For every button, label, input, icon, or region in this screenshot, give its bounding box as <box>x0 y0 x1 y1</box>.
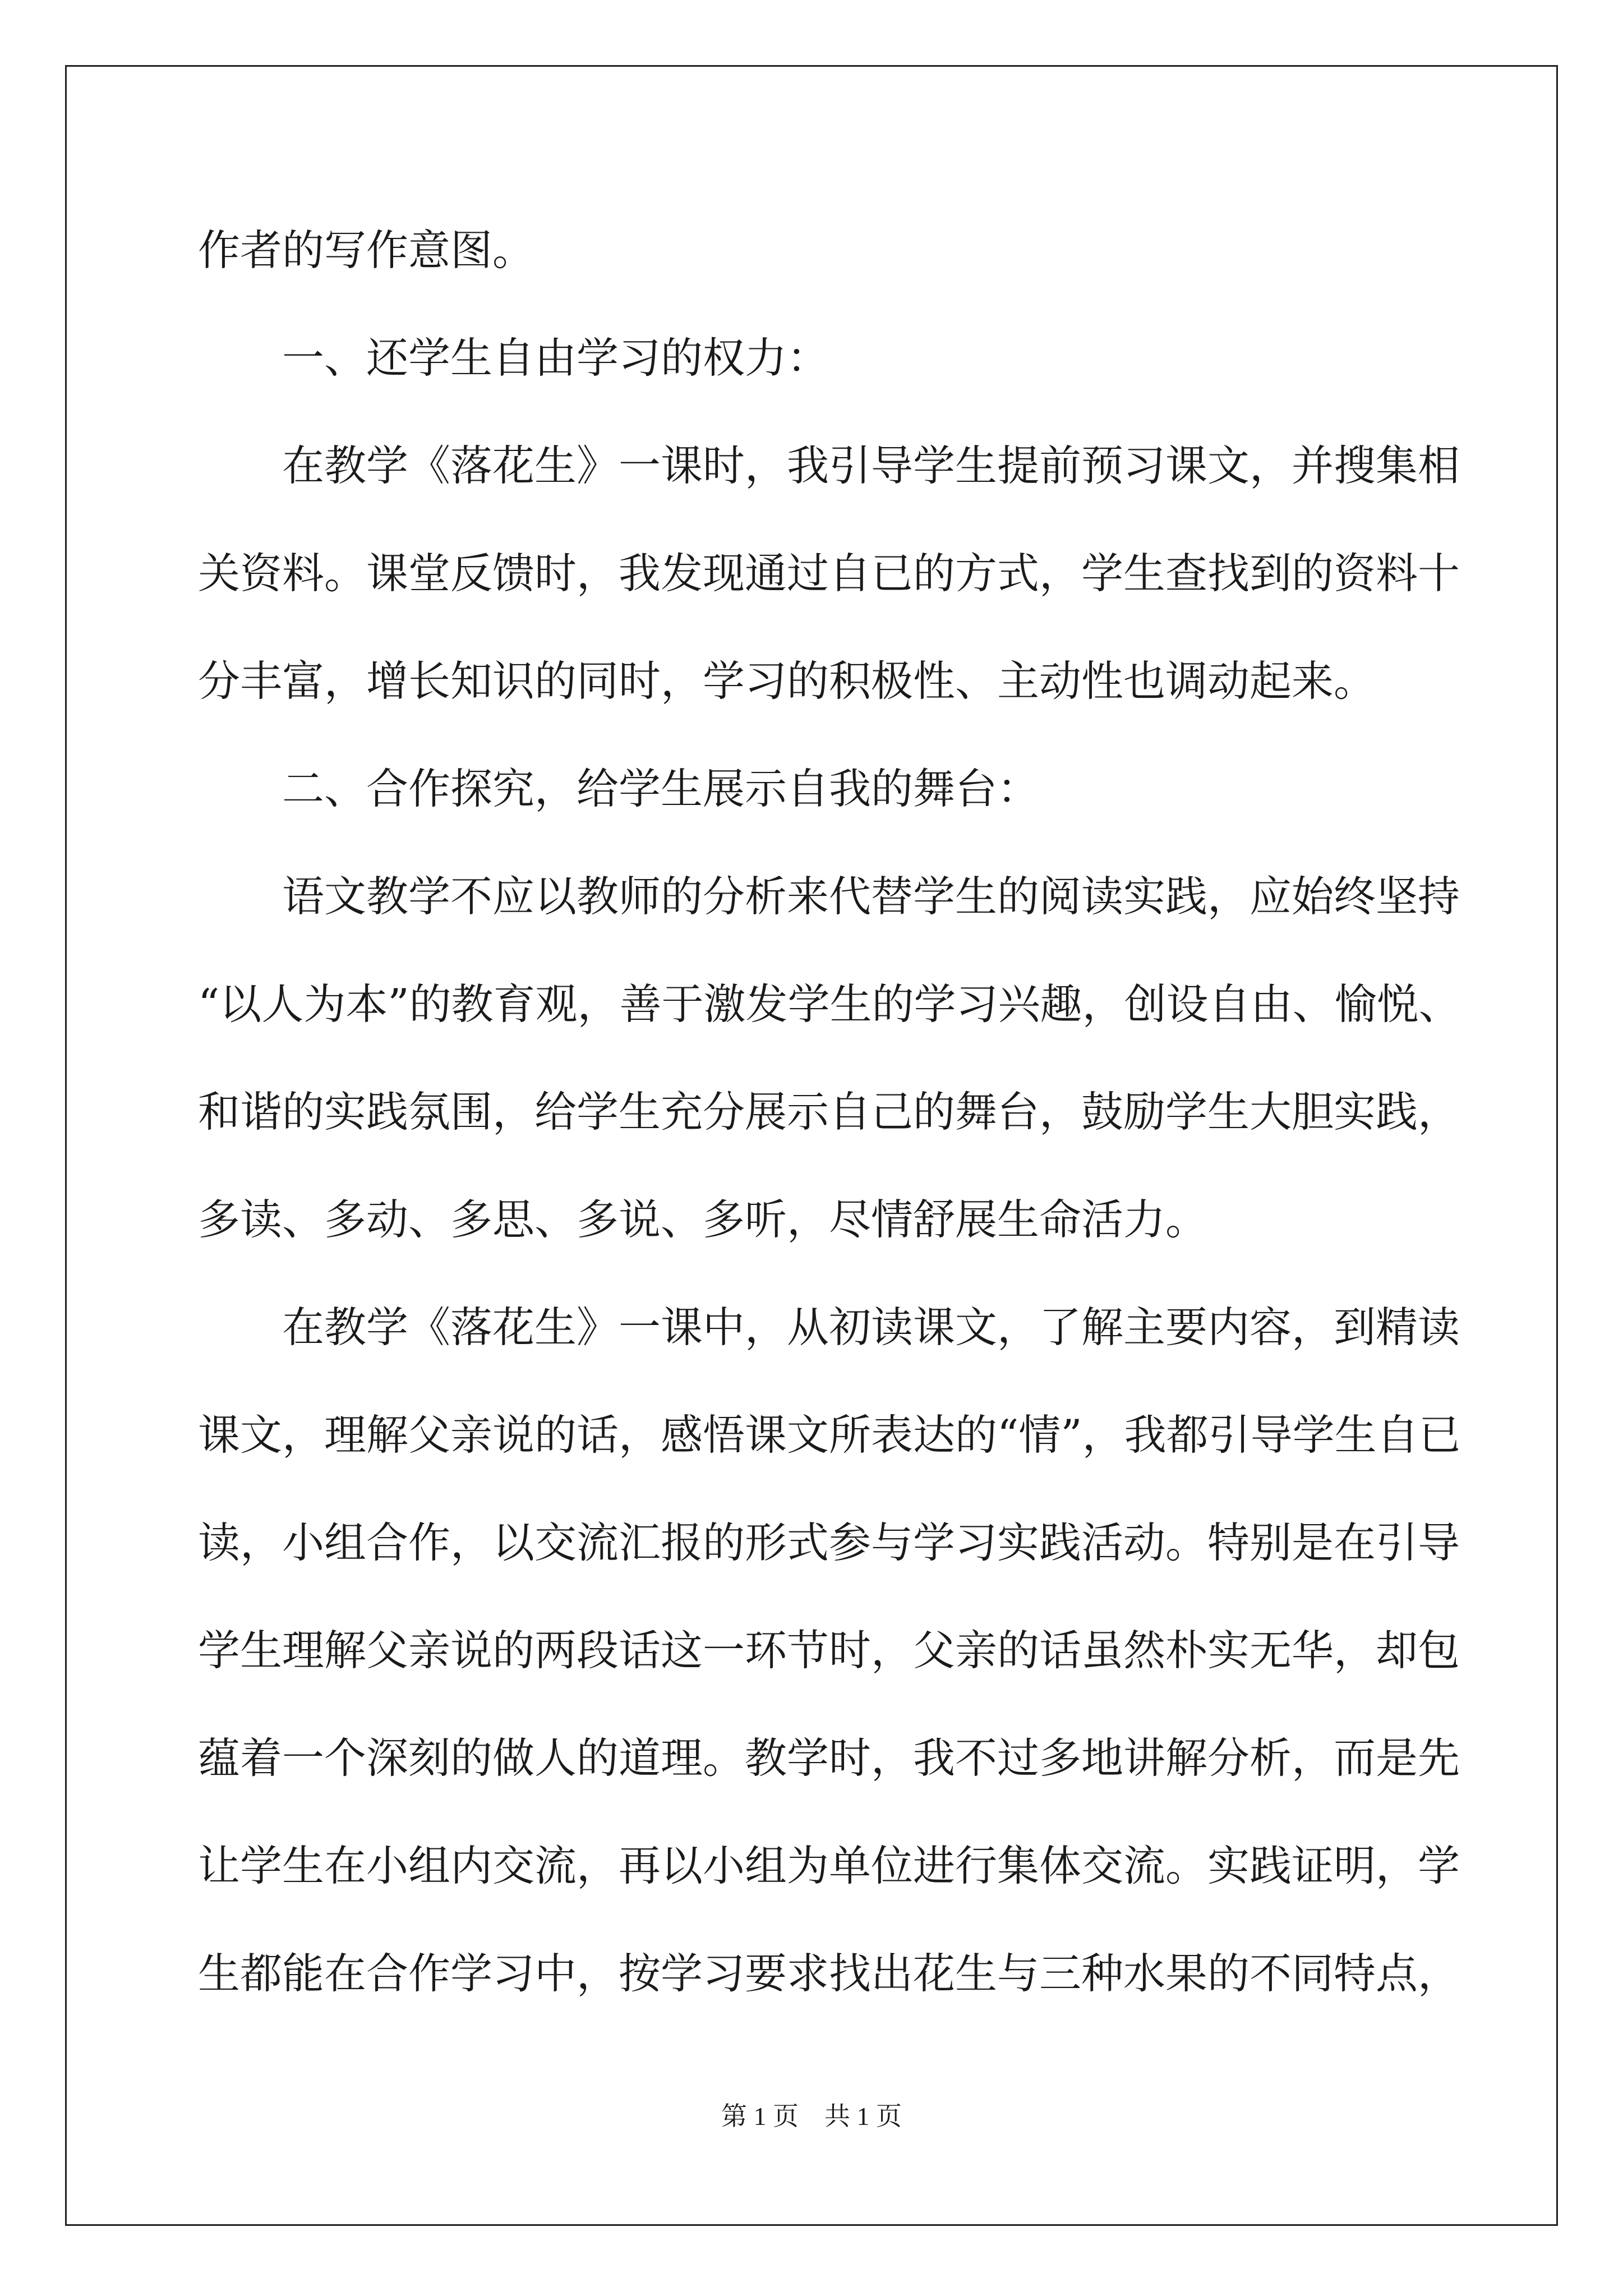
section-heading: 一、还学生自由学习的权力： <box>282 333 829 383</box>
section-heading: 二、合作探究，给学生展示自我的舞台： <box>282 764 1040 813</box>
paragraph-line: 在教学《落花生》一课中，从初读课文，了解主要内容，到精读 <box>282 1303 1460 1352</box>
paragraph-line: 蕴着一个深刻的做人的道理。教学时，我不过多地讲解分析，而是先 <box>198 1733 1460 1783</box>
paragraph-line: 让学生在小组内交流，再以小组为单位进行集体交流。实践证明，学 <box>198 1841 1460 1890</box>
paragraph-line: 作者的写作意图。 <box>198 226 535 275</box>
paragraph-line: 多读、多动、多思、多说、多听，尽情舒展生命活力。 <box>198 1195 1208 1244</box>
page-number: 第 1 页 <box>721 2102 799 2131</box>
paragraph-line: 语文教学不应以教师的分析来代替学生的阅读实践，应始终坚持 <box>282 872 1460 921</box>
paragraph-line: 生都能在合作学习中，按学习要求找出花生与三种水果的不同特点， <box>198 1949 1460 1998</box>
paragraph-line: 和谐的实践氛围，给学生充分展示自己的舞台，鼓励学生大胆实践， <box>198 1087 1460 1137</box>
paragraph-line: 课文，理解父亲说的话，感悟课文所表达的“情”，我都引导学生自已 <box>198 1410 1461 1460</box>
paragraph-line: “以人为本”的教育观，善于激发学生的学习兴趣，创设自由、愉悦、 <box>198 979 1461 1029</box>
page-footer <box>0 2100 1623 2133</box>
page-border <box>65 65 1558 2226</box>
paragraph-line: 读，小组合作，以交流汇报的形式参与学习实践活动。特别是在引导 <box>198 1518 1460 1567</box>
paragraph-line: 在教学《落花生》一课时，我引导学生提前预习课文，并搜集相 <box>282 441 1460 490</box>
paragraph-line: 分丰富，增长知识的同时，学习的积极性、主动性也调动起来。 <box>198 656 1376 706</box>
total-pages: 共 1 页 <box>824 2102 902 2131</box>
paragraph-line: 学生理解父亲说的两段话这一环节时，父亲的话虽然朴实无华，却包 <box>198 1626 1460 1675</box>
paragraph-line: 关资料。课堂反馈时，我发现通过自已的方式，学生查找到的资料十 <box>198 549 1460 598</box>
